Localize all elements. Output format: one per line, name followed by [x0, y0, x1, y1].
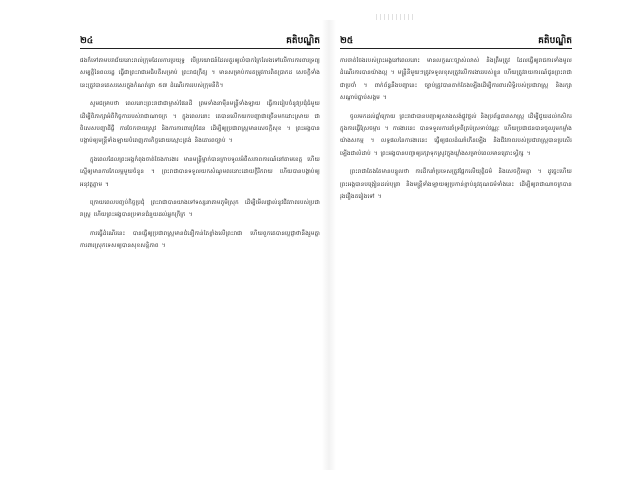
left-paragraph: សូមជម្រាបថា ពេលនោះព្រះរាជាជាម្ចាស់ផែនដី ព្រមទាំងនាម៉ឺនមន្ត្រីទាំងឡាយ ធ្វើការរៀបចំនូវប្រជុំធំមួយ ដើម្បីពិភាក្សាអំពីកិច្ចការរបស់រាជាណាចក្រ ។ ក្នុងពេលនោះ គេបានលើកយកបញ្ហាជាច្រើនមកដោះស្រាយ ជាពិសេសបញ្ហាដីធ្លី ការចែកចាយស្រូវ និងការការពារព្រំដែន ដើម្បីឲ្យប្រជារាស្ត្រមានសេចក្តីសុខ ។ ព្រះអង្គបានបង្គាប់ឲ្យមន្ត្រីទាំងឡាយបំពេញភារកិច្ចដោយស្មោះត្រង់ និងគោរពច្បាប់ ។ — [80, 101, 320, 145]
right-paragraph: ការចាត់ចែងរបស់ព្រះអង្គនៅពេលនោះ មានលក្ខណៈច្បាស់លាស់ និងត្រឹមត្រូវ ដែលធ្វើឲ្យរាជការទាំងមូលដំណើរការបានយ៉ាងល្អ ។ មន្ត្រីនីមួយៗត្រូវទទួលខុសត្រូវលើការងាររបស់ខ្លួន ហើយត្រូវរាយការណ៍ជូនព្រះរាជាជាប្រចាំ ។ ពាក់ព័ន្ធនឹងបញ្ហានេះ ច្បាប់ត្រូវបានតាក់តែងឡើងដើម្បីការពារសិទ្ធិរបស់ប្រជារាស្ត្រ និងរក្សាសណ្តាប់ធ្នាប់សង្គម ។ — [340, 58, 572, 102]
right-paragraph: ព្រះរាជាតែងតែមានបន្ទូលថា ការដឹកនាំប្រទេសត្រូវផ្អែកលើយុត្តិធម៌ និងសេចក្តីមេត្តា ។ ដូច្នេះហើយ ព្រះអង្គបានបង្រៀនដល់បុត្រា និងមន្ត្រីទាំងឡាយឲ្យប្រកាន់ខ្ជាប់នូវគុណធម៌ទាំងនេះ ដើម្បីឲ្យរាជាណាចក្របានរុងរឿងតរៀងទៅ ។ — [340, 169, 572, 201]
left-page-number: ២៤ — [80, 36, 94, 46]
left-paragraph: ការធ្វើដំណើរនេះ បានធ្វើឲ្យប្រជារាស្ត្រមានជំនឿកាន់តែខ្លាំងលើព្រះរាជា ហើយពួកគេបានប្តេជ្ញាថានឹងរួមគ្នាការពារស្រុកទេសឲ្យបានសុខសន្តិភាព ។ — [80, 230, 320, 250]
left-running-title: គតិបណ្ឌិត — [286, 36, 320, 46]
right-paragraph: ចូលមកដល់ឆ្នាំក្រោយ ព្រះរាជាបានបញ្ជាឲ្យសាងសង់ផ្លូវថ្នល់ និងប្រព័ន្ធធារាសាស្ត្រ ដើម្បីជួយដល់កសិករក្នុងការធ្វើស្រែចម្ការ ។ ការងារនេះ បានទទួលការគាំទ្រពីគ្រប់ស្រទាប់វណ្ណៈ ហើយប្រជាជនបានចូលរួមកម្លាំងយ៉ាងសកម្ម ។ លទ្ធផលនៃការងារនេះ ធ្វើឲ្យផលដំណាំកើនឡើង និងជីវភាពរបស់ប្រជារាស្ត្របានប្រសើរឡើងជាលំដាប់ ។ ព្រះអង្គបានបញ្ជាឲ្យរក្សាទុកស្រូវក្នុងឃ្លាំងសម្រាប់ពេលមានគ្រោះទុរ្ភិក្ស ។ — [340, 113, 572, 157]
scan-artifact — [376, 14, 416, 20]
left-paragraph: ផងក៏ទៅតាមបរាជ័យនោះរាល់ក្រុមដែលការប្រយុទ្ធ បើប្រយោជន៍ដែលគួរឲ្យលំបាកក្រៃលែងទៅលើការការពារទ្រព្យសម្បត្តិនៃពលរដ្ឋ ធ្វើជាព្រះរាជាអធិបតីសម្រាប់ ព្រះរាជក្រឹត្យ ។ មានសម្រាប់ការតម្រូវការពិតប្រាកដ សេចក្តីទាំងនេះត្រូវបានគេសរសេរក្នុងកំណត់ត្រា ៥៧ ដំណើរការរបស់ក្រុមនីតិ។ — [80, 58, 320, 89]
left-paragraph: ក្រោយពេលបញ្ចប់កិច្ចប្រជុំ ព្រះរាជាបានយាងទៅទស្សនាតាមភូមិស្រុក ដើម្បីមើលផ្ទាល់នូវជីវភាពរបស់ប្រជារាស្ត្រ ហើយព្រះអង្គបានប្រទានជំនួយដល់អ្នកក្រីក្រ ។ — [80, 200, 320, 219]
right-page — [340, 34, 572, 454]
book-gutter — [322, 20, 336, 470]
left-running-head — [80, 34, 320, 49]
right-running-title: គតិបណ្ឌិត — [538, 36, 572, 46]
right-page-number: ២៥ — [340, 36, 354, 46]
left-page — [80, 34, 320, 454]
right-running-head — [340, 34, 572, 49]
left-paragraph: ក្នុងពេលដែលព្រះអង្គកំពុងចាត់ចែងការងារ មានមន្ត្រីម្នាក់បានក្រាបទូលអំពីសភាពការណ៍នៅតាមខេត្ត ហើយស្នើឲ្យមានការកែលម្អមួយចំនួន ។ ព្រះរាជាបានទទួលយកសំណូមពរនោះដោយក្តីរីករាយ ហើយបានបង្គាប់ឲ្យអនុវត្តភ្លាម ។ — [80, 156, 320, 188]
